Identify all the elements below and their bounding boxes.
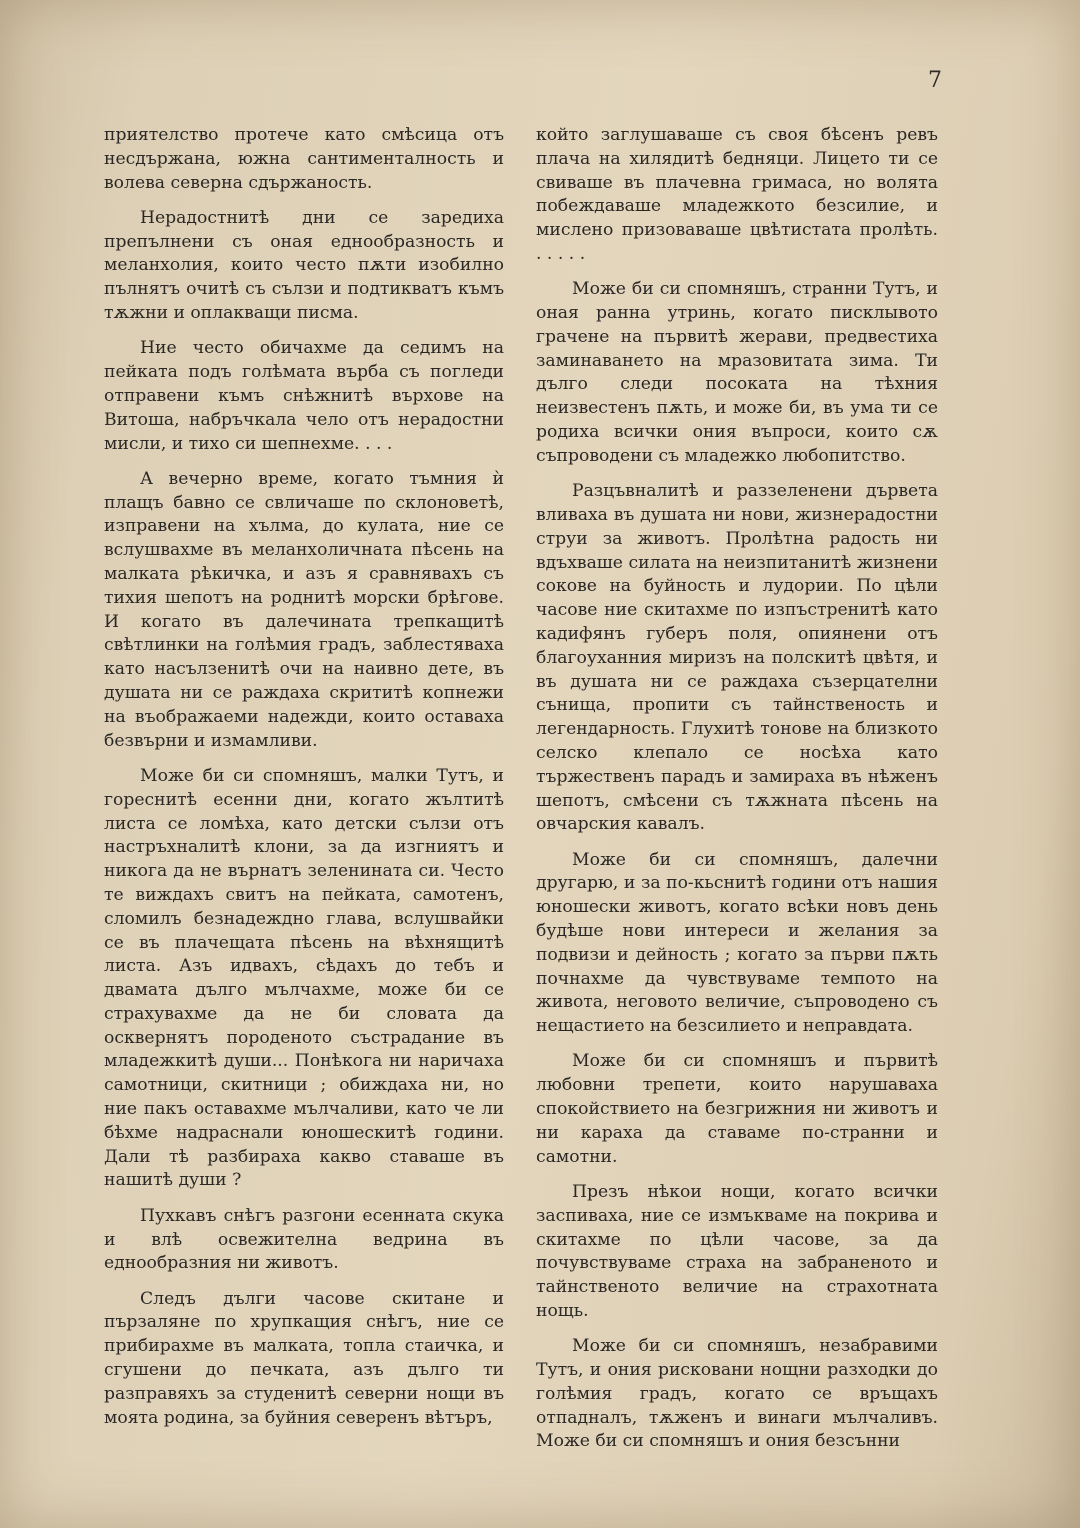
paragraph: Следъ дълги часове скитане и пързаляне по хрупкащия снѣгъ, ние се прибирахме въ малката, топла стаичка, и сгушени до печката, азъ дълго ти разправяхъ за студенитѣ северни нощи въ моята родина, за буйния северенъ вѣтъръ, <box>104 1288 504 1428</box>
paragraph: Може би си спомняшъ, странни Тутъ, и оная ранна утринь, когато писклывото грачене на първитѣ жерави, предвестиха заминаването на мразовитата зима. Ти дълго следи посоката на тѣхния неизвестенъ пѫть, и може би, въ ума ти се родиха всички ония въпроси, които сѫ съпроводени съ младежко любопитство. <box>536 279 938 466</box>
paragraph: Може би си спомняшъ, незабравими Тутъ, и ония рисковани нощни разходки до голѣмия градъ, когато се връщахъ отпадналъ, тѫженъ и винаги мълчаливъ. Може би си спомняшъ и ония безсънни <box>536 1336 938 1452</box>
paragraph: Може би си спомняшъ, малки Тутъ, и гореснитѣ есенни дни, когато жълтитѣ листа се ломѣха, като детски сълзи отъ настръхналитѣ клони, за да изгниятъ и никога да не върнатъ зеленината си. Често те виждахъ свитъ на пейката, самотенъ, сломилъ безнадеждно глава, вслушвайки се въ плачещата пѣсень на вѣхнящитѣ листа. Азъ идвахъ, сѣдахъ до тебъ и двамата дълго мълчахме, може би се страхувахме да не би словата да осквернятъ породеното състрадание въ младежкитѣ души... Понѣкога ни наричаха самотници, скитници ; обиждаха ни, но ние пакъ оставахме мълчаливи, като че ли бѣхме надраснали юношескитѣ години. Дали тѣ разбираха какво ставаше въ нашитѣ души ? <box>104 765 504 1191</box>
text-column-right <box>536 124 938 1466</box>
paragraph: Ние често обичахме да седимъ на пейката подъ голѣмата върба съ погледи отправени къмъ снѣжнитѣ върхове на Витоша, набръчкала чело отъ нерадостни мисли, и тихо си шепнехме. . . . <box>104 338 504 454</box>
paragraph: Може би си спомняшъ, далечни другарю, и за по-кьснитѣ години отъ нашия юношески животъ, когато всѣки новъ день будѣше нови интереси и желания за подвизи и дейность ; когато за първи пѫть почнахме да чувствуваме темпото на живота, неговото величие, съпроводено съ нещастието на безсилието и неправдата. <box>536 849 938 1037</box>
paragraph: Нерадостнитѣ дни се заредиха препълнени съ оная еднообразность и меланхолия, които често пѫти изобилно пълнятъ очитѣ съ сълзи и подтикватъ къмъ тѫжни и оплакващи писма. <box>104 207 504 324</box>
paragraph: Пухкавъ снѣгъ разгони есенната скука и влѣ освежителна ведрина въ еднообразния ни животъ. <box>104 1205 504 1274</box>
paragraph: Разцъвналитѣ и раззеленени дървета вливаха въ душата ни нови, жизнерадостни струи за животъ. Пролѣтна радость ни вдъхваше силата на неизпитанитѣ жизнени сокове на буйность и лудории. По цѣли часове ние скитахме по изпъстренитѣ като кадифянъ губеръ поля, опиянени отъ благоуханния миризъ на полскитѣ цвѣтя, и въ душата ни се раждаха съзерцателни сънища, пропити съ тайнственость и легендарность. Глухитѣ тонове на близкото селско клепало се носѣха като тържественъ парадъ и замираха въ нѣженъ шепотъ, смѣсени съ тѫжната пѣсень на овчарския кавалъ. <box>536 481 938 835</box>
paragraph: Презъ нѣкои нощи, когато всички заспиваха, ние се измъкваме на покрива и скитахме по цѣли часове, за да почувствуваме страха на забраненото и тайнственото величие на страхотната нощь. <box>536 1181 938 1321</box>
paragraph: А вечерно време, когато тъмния ѝ плащъ бавно се свличаше по склоноветѣ, изправени на хълма, до кулата, ние се вслушвахме въ меланхоличната пѣсень на малката рѣкичка, и азъ я сравнявахъ съ тихия шепотъ на роднитѣ морски брѣгове. И когато въ далечината трепкащитѣ свѣтлинки на голѣмия градъ, заблестяваха като насълзенитѣ очи на наивно дете, въ душата ни се раждаха скрититѣ копнежи на въображаеми надежди, които оставаха безвърни и измамливи. <box>104 468 504 751</box>
text-column-left <box>104 124 504 1442</box>
paragraph: който заглушаваше съ своя бѣсенъ ревъ плача на хилядитѣ бедняци. Лицето ти се свиваше въ плачевна гримаса, но волята побеждаваше младежкото безсилие, и мислено призоваваше цвѣтистата пролѣть. . . . . . <box>536 125 938 264</box>
paragraph: приятелство протече като смѣсица отъ несдържана, южна сантименталность и волева северна сдържаность. <box>104 125 504 193</box>
page-number: 7 <box>928 68 942 93</box>
paragraph: Може би си спомняшъ и първитѣ любовни трепети, които нарушаваха спокойствието на безгрижния ни животъ и ни караха да ставаме по-странни и самотни. <box>536 1051 938 1167</box>
